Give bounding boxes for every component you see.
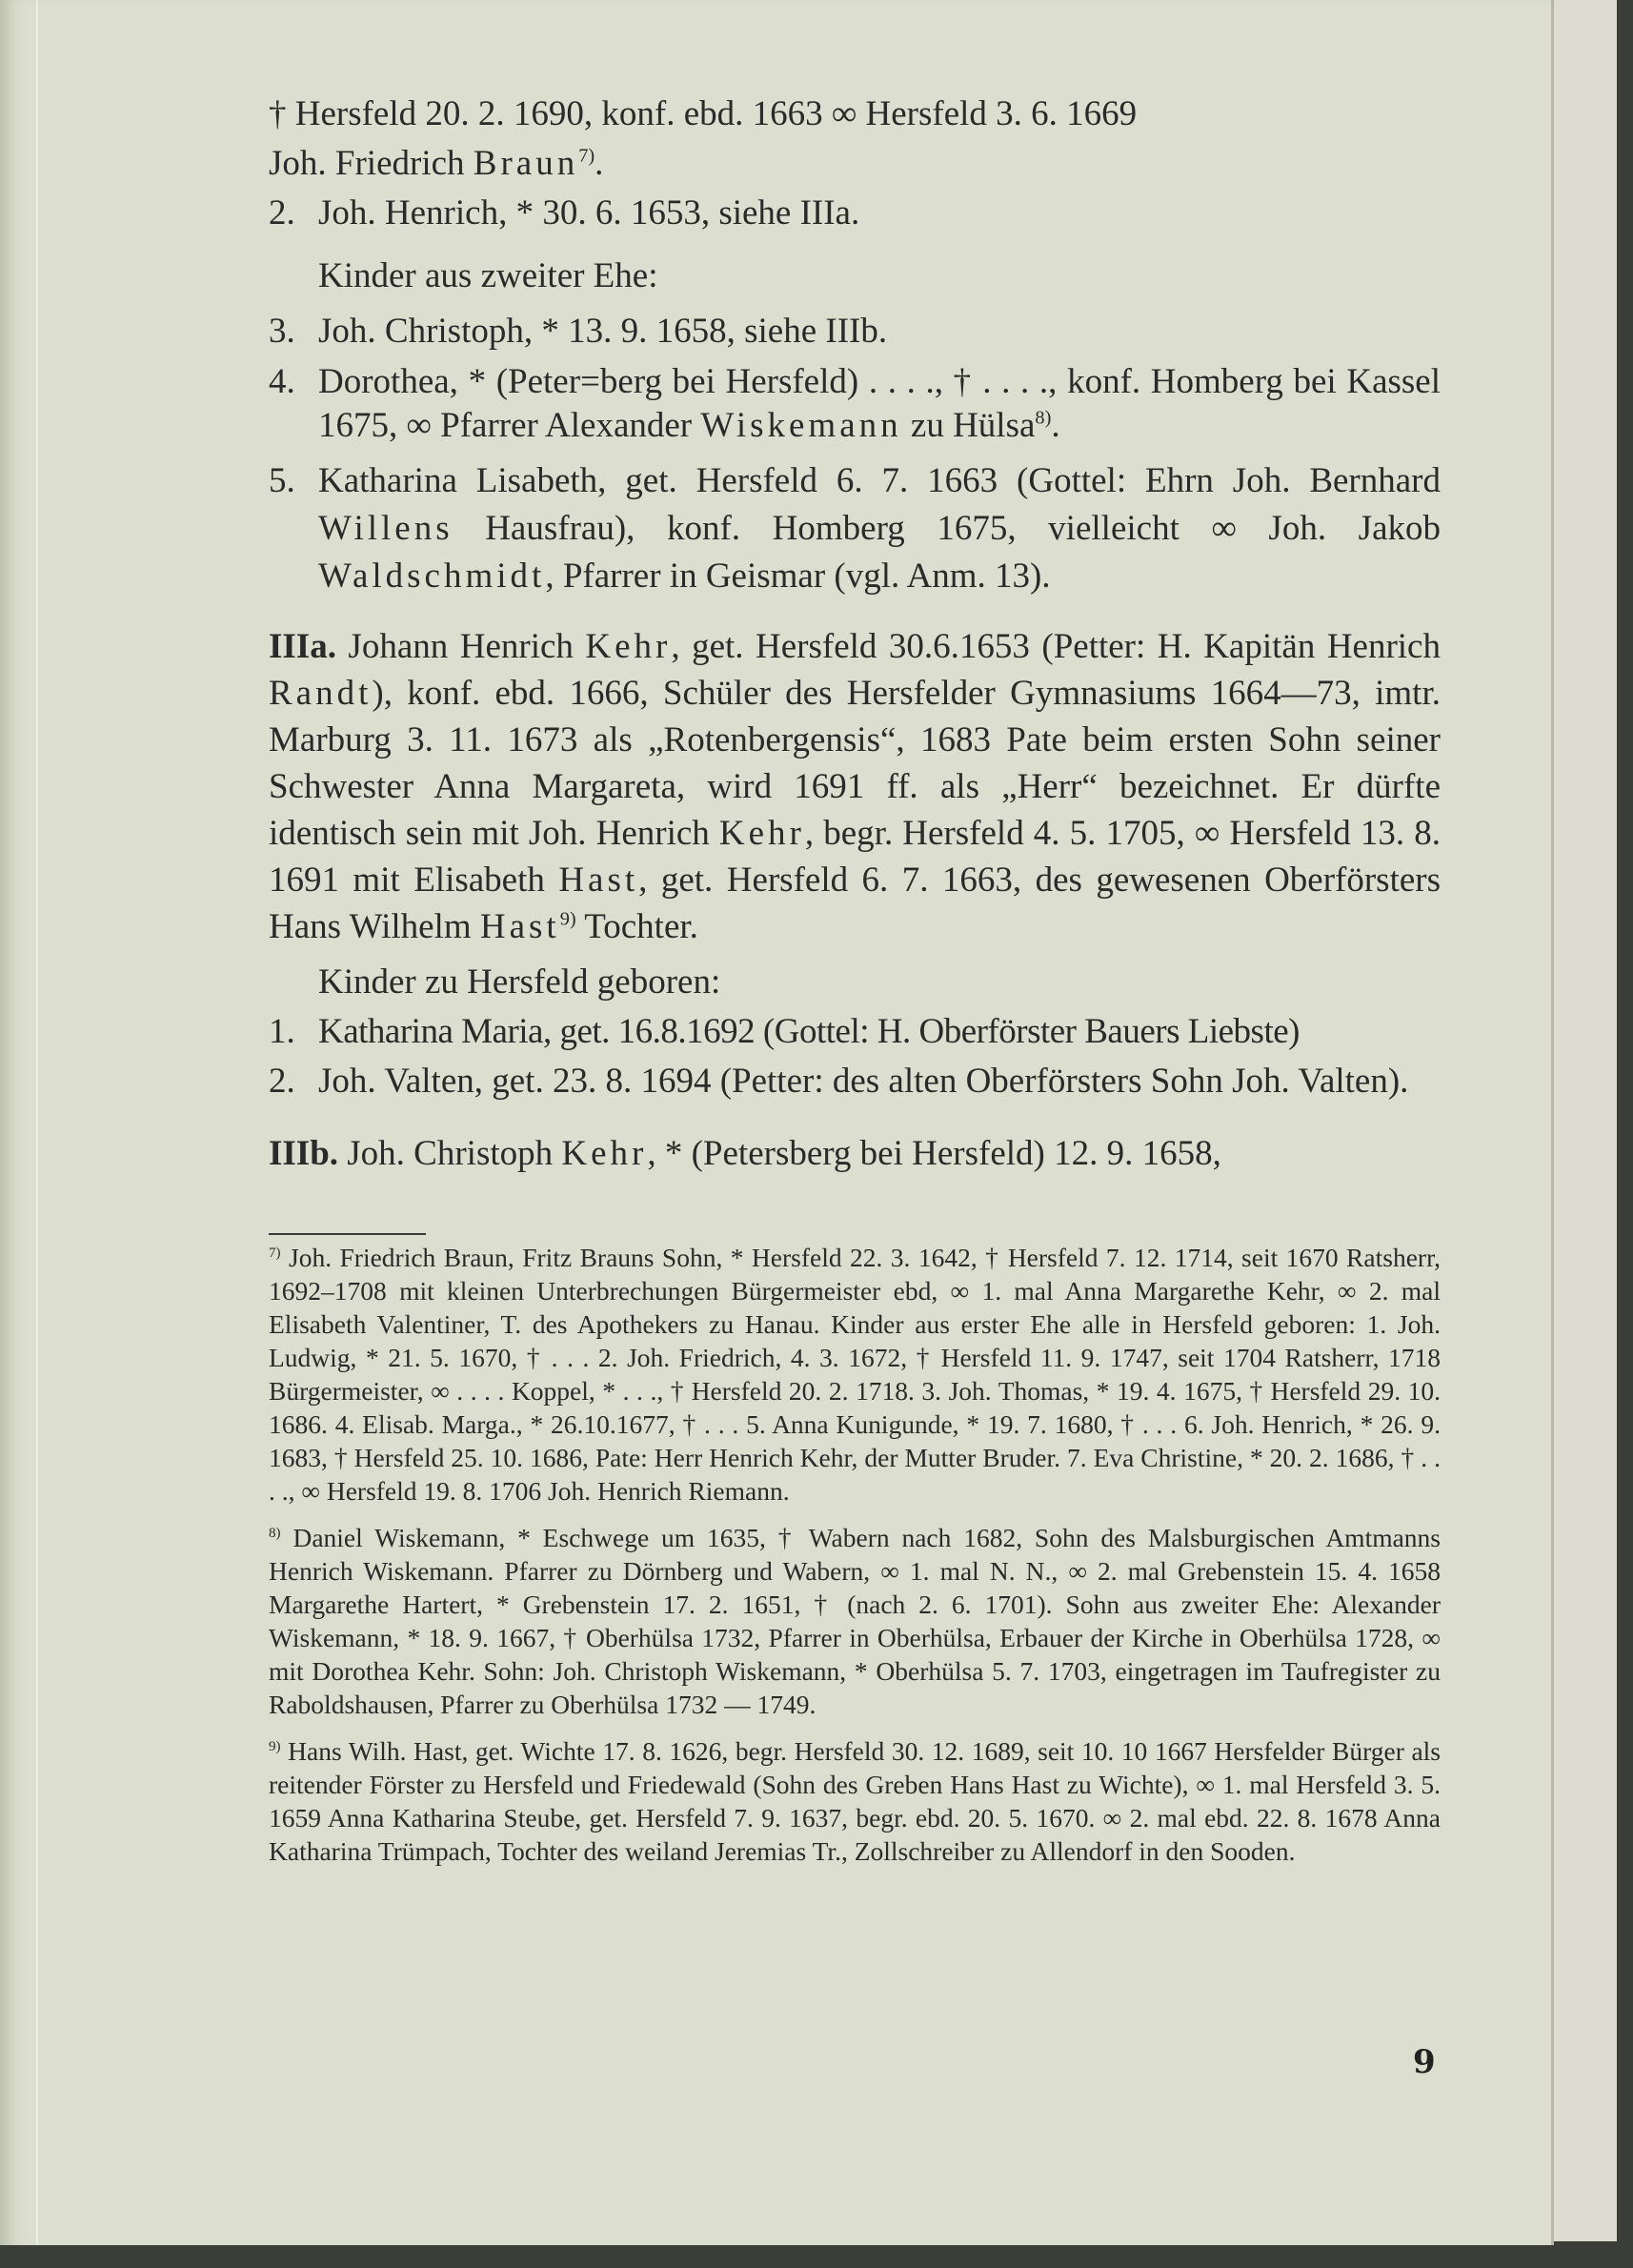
text-run: , get. Hersfeld 6. 7. 1663, des gewesenen Oberförsters Hans Wilhelm bbox=[269, 861, 1441, 946]
person-name: Hast bbox=[558, 861, 639, 900]
footnote-ref: 7) bbox=[578, 145, 595, 167]
person-name: Hast bbox=[479, 907, 560, 946]
entry-number: 3. bbox=[269, 312, 295, 351]
entry-number: 2. bbox=[269, 193, 295, 233]
footnote-mark: 8) bbox=[269, 1525, 281, 1541]
footnote-7 bbox=[269, 1241, 1441, 1508]
entry-text: Hausfrau), konf. Homberg 1675, vielleicht ∞ Joh. Jakob bbox=[453, 509, 1441, 548]
person-name: Waldschmidt bbox=[318, 557, 546, 596]
entry-text: Katharina Lisabeth, get. Hersfeld 6. 7. 1663 (Gottel: Ehrn Joh. Bernhard bbox=[318, 461, 1441, 500]
entry-text: Dorothea, * (Peter=berg bei Hersfeld) . . . ., † . . . ., konf. Homberg bei Kassel 1675, ∞ Pfarrer Alexander bbox=[318, 362, 1441, 445]
entry-text: Joh. Valten, get. 23. 8. 1694 (Petter: des alten Oberförsters Sohn Joh. Valten). bbox=[318, 1062, 1409, 1101]
continuation-line bbox=[269, 139, 1441, 189]
entry-number: 2. bbox=[269, 1062, 295, 1101]
child-entry bbox=[269, 360, 1441, 448]
footnote-text: Joh. Friedrich Braun, Fritz Brauns Sohn, * Hersfeld 22. 3. 1642, † Hersfeld 7. 12. 1714, seit 1670 Ratsherr, 1692–1708 mit kleinen Unterbrechungen Bürgermeister ebd, ∞ 1. mal Anna Margarethe Kehr, ∞ 2. mal Elisabeth Valentiner, T. des Apothekers zu Hanau. Kinder aus erster Ehe alle in Hersfeld geboren: 1. Joh. Ludwig, * 21. 5. 1670, † . . . 2. Joh. Friedrich, 4. 3. 1672, † Hersfeld 11. 9. 1747, seit 1704 Ratsherr, 1718 Bürgermeister, ∞ . . . . Koppel, * . . ., † Hersfeld 20. 2. 1718. 3. Joh. Thomas, * 19. 4. 1675, † Hersfeld 29. 10. 1686. 4. Elisab. Marga., * 26.10.1677, † . . . 5. Anna Kunigunde, * 19. 7. 1680, † . . . 6. Joh. Henrich, * 26. 9. 1683, † Hersfeld 25. 10. 1686, Pate: Herr Henrich Kehr, der Mutter Bruder. 7. Eva Christine, * 20. 2. 1686, † . . . ., ∞ Hersfeld 19. 8. 1706 Joh. Henrich Riemann. bbox=[269, 1243, 1441, 1506]
footnote-separator bbox=[269, 1233, 426, 1235]
text-run: ), konf. ebd. 1666, Schüler des Hersfelder Gymnasiums 1664—73, imtr. Marburg 3. 11. 1673 als „Rotenbergensis“, 1683 Pate beim ersten Sohn seiner Schwester Anna Margareta, wird 1691 ff. als „Herr“ bezeichnet. Er dürfte identisch sein mit Joh. Henrich bbox=[269, 674, 1441, 853]
person-name: Kehr bbox=[585, 627, 672, 666]
footnote-text: Hans Wilh. Hast, get. Wichte 17. 8. 1626, begr. Hersfeld 30. 12. 1689, seit 10. 10 1667 Hersfelder Bürger als reitender Förster zu Hersfeld und Friedewald (Sohn des Greben Hans Hast zu Wichte), ∞ 1. mal Hersfeld 3. 5. 1659 Anna Katharina Steube, get. Hersfeld 7. 9. 1637, begr. ebd. 20. 5. 1670. ∞ 2. mal ebd. 22. 8. 1678 Anna Katharina Trümpach, Tochter des weiland Jeremias Tr., Zollschreiber zu Allendorf in den Sooden. bbox=[269, 1736, 1441, 1866]
person-name: Kehr bbox=[561, 1134, 648, 1173]
child-entry bbox=[269, 1007, 1441, 1057]
entry-text: Katharina Maria, get. 16.8.1692 (Gottel: H. Oberförster Bauers Liebste) bbox=[318, 1012, 1300, 1051]
text-run: Johann Henrich bbox=[335, 627, 586, 666]
text-run: Tochter. bbox=[575, 907, 698, 946]
gutter-crease bbox=[36, 0, 38, 2245]
entry-text: Joh. Christoph, * 13. 9. 1658, siehe IIIb. bbox=[318, 312, 888, 351]
section-label: IIIb. bbox=[269, 1134, 339, 1173]
footnote-ref: 9) bbox=[559, 908, 576, 930]
person-name: Braun bbox=[473, 144, 579, 183]
subheading: Kinder aus zweiter Ehe: bbox=[318, 256, 658, 295]
child-entry bbox=[269, 1057, 1441, 1106]
footnote-mark: 9) bbox=[269, 1738, 281, 1754]
entry-text: zu Hülsa bbox=[901, 406, 1036, 445]
footnote-8 bbox=[269, 1521, 1441, 1721]
footnotes bbox=[269, 1241, 1441, 1881]
text-run: , * (Petersberg bei Hersfeld) 12. 9. 1658, bbox=[647, 1134, 1221, 1173]
continuation-line: † Hersfeld 20. 2. 1690, konf. ebd. 1663 ∞ Hersfeld 3. 6. 1669 bbox=[269, 94, 1138, 133]
section-IIIb bbox=[269, 1129, 1441, 1179]
child-entry bbox=[269, 307, 1441, 356]
person-name: Wiskemann bbox=[700, 406, 902, 445]
entry-text: Joh. Henrich, * 30. 6. 1653, siehe IIIa. bbox=[318, 193, 860, 233]
footnote-9 bbox=[269, 1734, 1441, 1868]
section-IIIa bbox=[269, 623, 1441, 950]
entry-number: 4. bbox=[269, 362, 295, 401]
page-number: 9 bbox=[1413, 2043, 1436, 2081]
footnote-mark: 7) bbox=[269, 1245, 281, 1261]
main-text bbox=[269, 90, 1441, 1179]
section-label: IIIa. bbox=[269, 627, 336, 666]
entry-number: 5. bbox=[269, 461, 295, 500]
entry-number: 1. bbox=[269, 1012, 295, 1051]
text-run: . bbox=[595, 144, 604, 183]
text-run: , begr. Hersfeld 4. 5. 1705, ∞ Hersfeld 13. 8. 1691 mit Elisabeth bbox=[269, 814, 1441, 900]
text-run: , get. Hersfeld 30.6.1653 (Petter: H. Kapitän Henrich bbox=[671, 627, 1441, 666]
footnote-ref: 8) bbox=[1035, 407, 1052, 429]
text-run: Joh. Christoph bbox=[338, 1134, 562, 1173]
person-name: Kehr bbox=[718, 814, 805, 853]
entry-text: . bbox=[1051, 406, 1060, 445]
subheading: Kinder zu Hersfeld geboren: bbox=[318, 962, 721, 1002]
entry-text: , Pfarrer in Geismar (vgl. Anm. 13). bbox=[545, 557, 1051, 596]
text-run: Joh. Friedrich bbox=[269, 144, 474, 183]
footnote-text: Daniel Wiskemann, * Eschwege um 1635, † Wabern nach 1682, Sohn des Malsburgischen Amtmanns Henrich Wiskemann. Pfarrer zu Dörnberg und Wabern, ∞ 1. mal N. N., ∞ 2. mal Grebenstein 15. 4. 1658 Margarethe Hartert, * Grebenstein 17. 2. 1651, † (nach 2. 6. 1701). Sohn aus zweiter Ehe: Alexander Wiskemann, * 18. 9. 1667, † Oberhülsa 1732, Pfarrer in Oberhülsa, Erbauer der Kirche in Oberhülsa 1728, ∞ mit Dorothea Kehr. Sohn: Joh. Christoph Wiskemann, * Oberhülsa 5. 7. 1703, eingetragen im Taufregister zu Raboldshausen, Pfarrer zu Oberhülsa 1732 — 1749. bbox=[269, 1523, 1441, 1719]
child-entry bbox=[269, 457, 1441, 600]
child-entry bbox=[269, 189, 1441, 238]
person-name: Randt bbox=[269, 674, 373, 713]
person-name: Willens bbox=[318, 509, 454, 548]
